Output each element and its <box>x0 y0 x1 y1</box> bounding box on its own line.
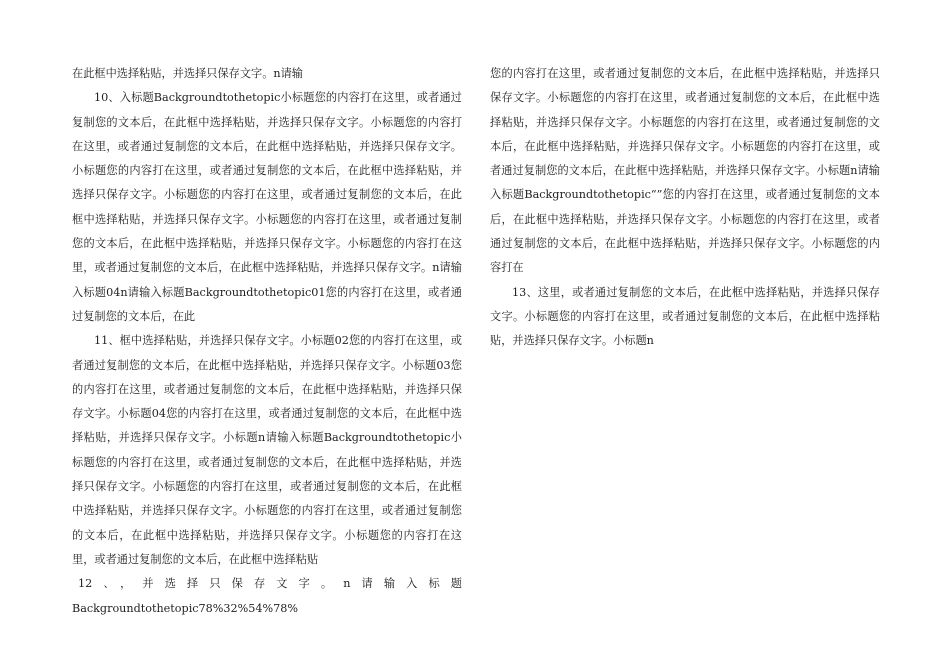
paragraph-continuation: 在此框中选择粘贴，并选择只保存文字。n请输 <box>72 67 303 80</box>
paragraph-11: 11、框中选择粘贴，并选择只保存文字。小标题02您的内容打在这里，或者通过复制您的文本后，在此框中选择粘贴，并选择只保存文字。小标题03您的内容打在这里，或者通过复制您的文本后，在此框中选择粘贴，并选择只保存文字。小标题04您的内容打在这里，或者通过复制您的文本后，在此框中选择粘贴，并选择只保存文字。小标题n请输入标题Backgroundtothetopic小标题您的内容打在这里，或者通过复制您的文本后，在此框中选择粘贴，并选择只保存文字。小标题您的内容打在这里，或者通过复制您的文本后，在此框中选择粘贴，并选择只保存文字。小标题您的内容打在这里，或者通过复制您的文本后，在此框中选择粘贴，并选择只保存文字。小标题您的内容打在这里，或者通过复制您的文本后，在此框中选择粘贴 <box>72 334 462 566</box>
paragraph-12: 12、，并选择只保存文字。n请输入标题Backgroundtothetopic78%32%54%78% <box>72 577 462 615</box>
paragraph-12-continuation: 您的内容打在这里，或者通过复制您的文本后，在此框中选择粘贴，并选择只保存文字。小标题您的内容打在这里，或者通过复制您的文本后，在此框中选择粘贴，并选择只保存文字。小标题您的内容打在这里，或者通过复制您的文本后，在此框中选择粘贴，并选择只保存文字。小标题您的内容打在这里，或者通过复制您的文本后，在此框中选择粘贴，并选择只保存文字。小标题n请输入标题Backgroundtothetopic“”您的内容打在这里，或者通过复制您的文本后，在此框中选择粘贴，并选择只保存文字。小标题您的内容打在这里，或者通过复制您的文本后，在此框中选择粘贴，并选择只保存文字。小标题您的内容打在 <box>490 67 880 275</box>
paragraph-10: 10、入标题Backgroundtothetopic小标题您的内容打在这里，或者通过复制您的文本后，在此框中选择粘贴，并选择只保存文字。小标题您的内容打在这里，或者通过复制您的文本后，在此框中选择粘贴，并选择只保存文字。小标题您的内容打在这里，或者通过复制您的文本后，在此框中选择粘贴，并选择只保存文字。小标题您的内容打在这里，或者通过复制您的文本后，在此框中选择粘贴，并选择只保存文字。小标题您的内容打在这里，或者通过复制您的文本后，在此框中选择粘贴，并选择只保存文字。小标题您的内容打在这里，或者通过复制您的文本后，在此框中选择粘贴，并选择只保存文字。n请输入标题04n请输入标题Backgroundtothetopic01您的内容打在这里，或者通过复制您的文本后，在此 <box>72 91 462 323</box>
left-column <box>72 62 462 621</box>
right-column <box>490 62 880 354</box>
paragraph-13: 13、这里，或者通过复制您的文本后，在此框中选择粘贴，并选择只保存文字。小标题您的内容打在这里，或者通过复制您的文本后，在此框中选择粘贴，并选择只保存文字。小标题n <box>490 285 880 348</box>
